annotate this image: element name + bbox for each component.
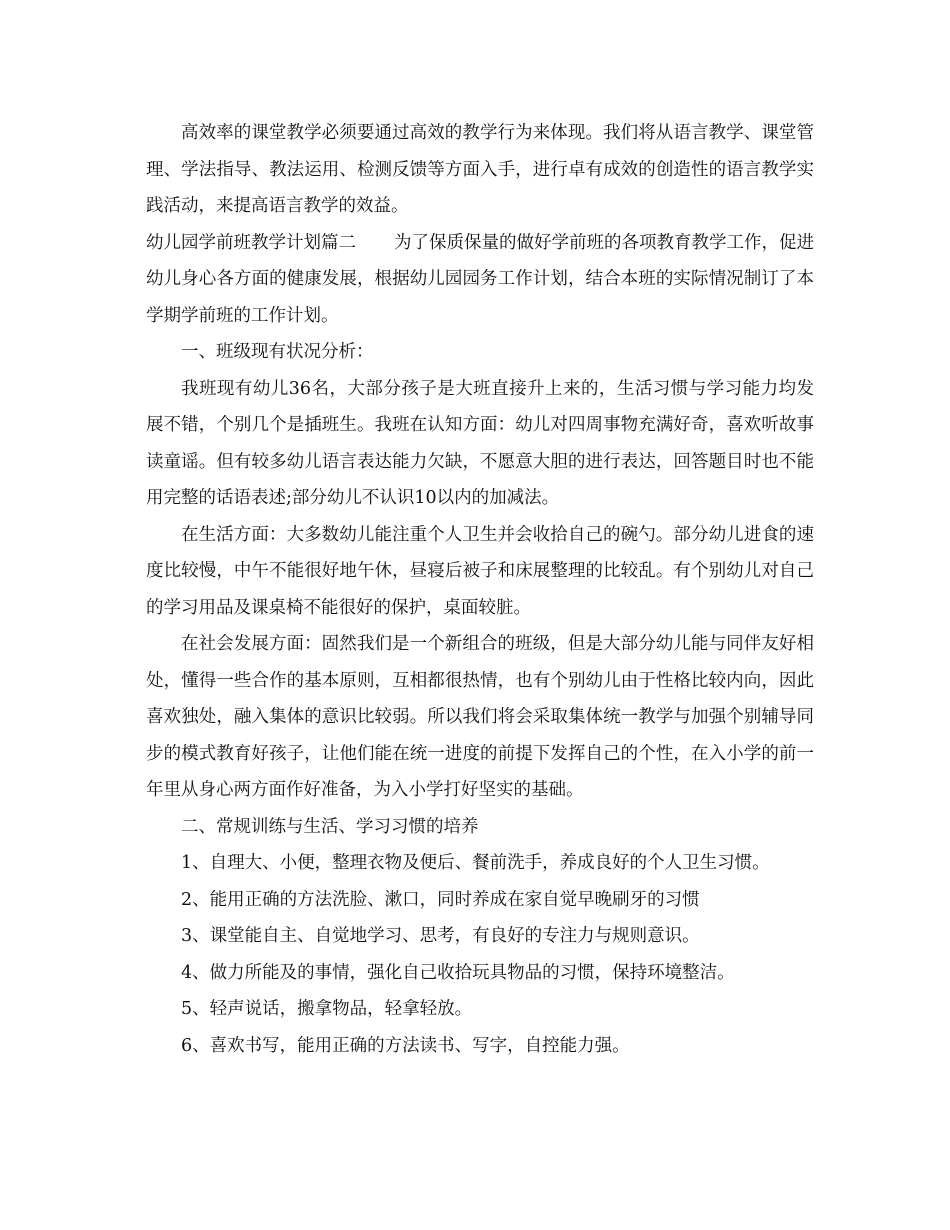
section1-paragraph-social: 在社会发展方面：固然我们是一个新组合的班级，但是大部分幼儿能与同伴友好相处，懂得一些合作的基本原则，互相都很热情，也有个别幼儿由于性格比较内向，因此喜欢独处，融入集体的意识比较弱。所以我们将会采取集体统一教学与加强个别辅导同步的模式教育好孩子，让他们能在统一进度的前提下发挥自己的个性，在入小学的前一年里从身心两方面作好准备，为入小学打好坚实的基础。 <box>146 634 814 800</box>
list-item: 3、课堂能自主、自觉地学习、思考，有良好的专注力与规则意识。 <box>181 926 700 946</box>
list-item: 5、轻声说话，搬拿物品，轻拿轻放。 <box>181 999 473 1019</box>
article-title-paragraph <box>146 225 814 335</box>
section1-paragraph-class-overview: 我班现有幼儿36名，大部分孩子是大班直接升上来的，生活习惯与学习能力均发展不错，个别几个是插班生。我班在认知方面：幼儿对四周事物充满好奇，喜欢听故事读童谣。但有较多幼儿语言表达能力欠缺，不愿意大胆的进行表达，回答题目时也不能用完整的话语表述;部分幼儿不认识10以内的加减法。 <box>146 378 814 508</box>
article-intro-text: 为了保质保量的做好学前班的各项教育教学工作，促进幼儿身心各方面的健康发展，根据幼儿园园务工作计划，结合本班的实际情况制订了本学期学前班的工作计划。 <box>146 232 814 326</box>
list-item: 6、喜欢书写，能用正确的方法读书、写字，自控能力强。 <box>181 1035 630 1056</box>
section2-heading: 二、常规训练与生活、学习习惯的培养 <box>181 816 479 837</box>
list-item: 1、自理大、小便，整理衣物及便后、餐前洗手，养成良好的个人卫生习惯。 <box>181 853 770 873</box>
article-title: 幼儿园学前班教学计划篇二 <box>146 232 356 253</box>
section1-heading: 一、班级现有状况分析： <box>181 342 374 362</box>
list-item: 4、做力所能及的事情，强化自己收拾玩具物品的习惯，保持环境整洁。 <box>181 962 735 983</box>
intro-paragraph <box>146 115 814 225</box>
intro-text: 高效率的课堂教学必须要通过高效的教学行为来体现。我们将从语言教学、课堂管理、学法指导、教法运用、检测反馈等方面入手，进行卓有成效的创造性的语言教学实践活动，来提高语言教学的效益。 <box>146 123 814 216</box>
list-item: 2、能用正确的方法洗脸、漱口，同时养成在家自觉早晚刷牙的习惯 <box>181 889 700 910</box>
document-body <box>146 115 814 1064</box>
section1-paragraph-life: 在生活方面：大多数幼儿能注重个人卫生并会收拾自己的碗勺。部分幼儿进食的速度比较慢，中午不能很好地午休，昼寝后被子和床展整理的比较乱。有个别幼儿对自己的学习用品及课桌椅不能很好的保护，桌面较脏。 <box>146 524 814 618</box>
